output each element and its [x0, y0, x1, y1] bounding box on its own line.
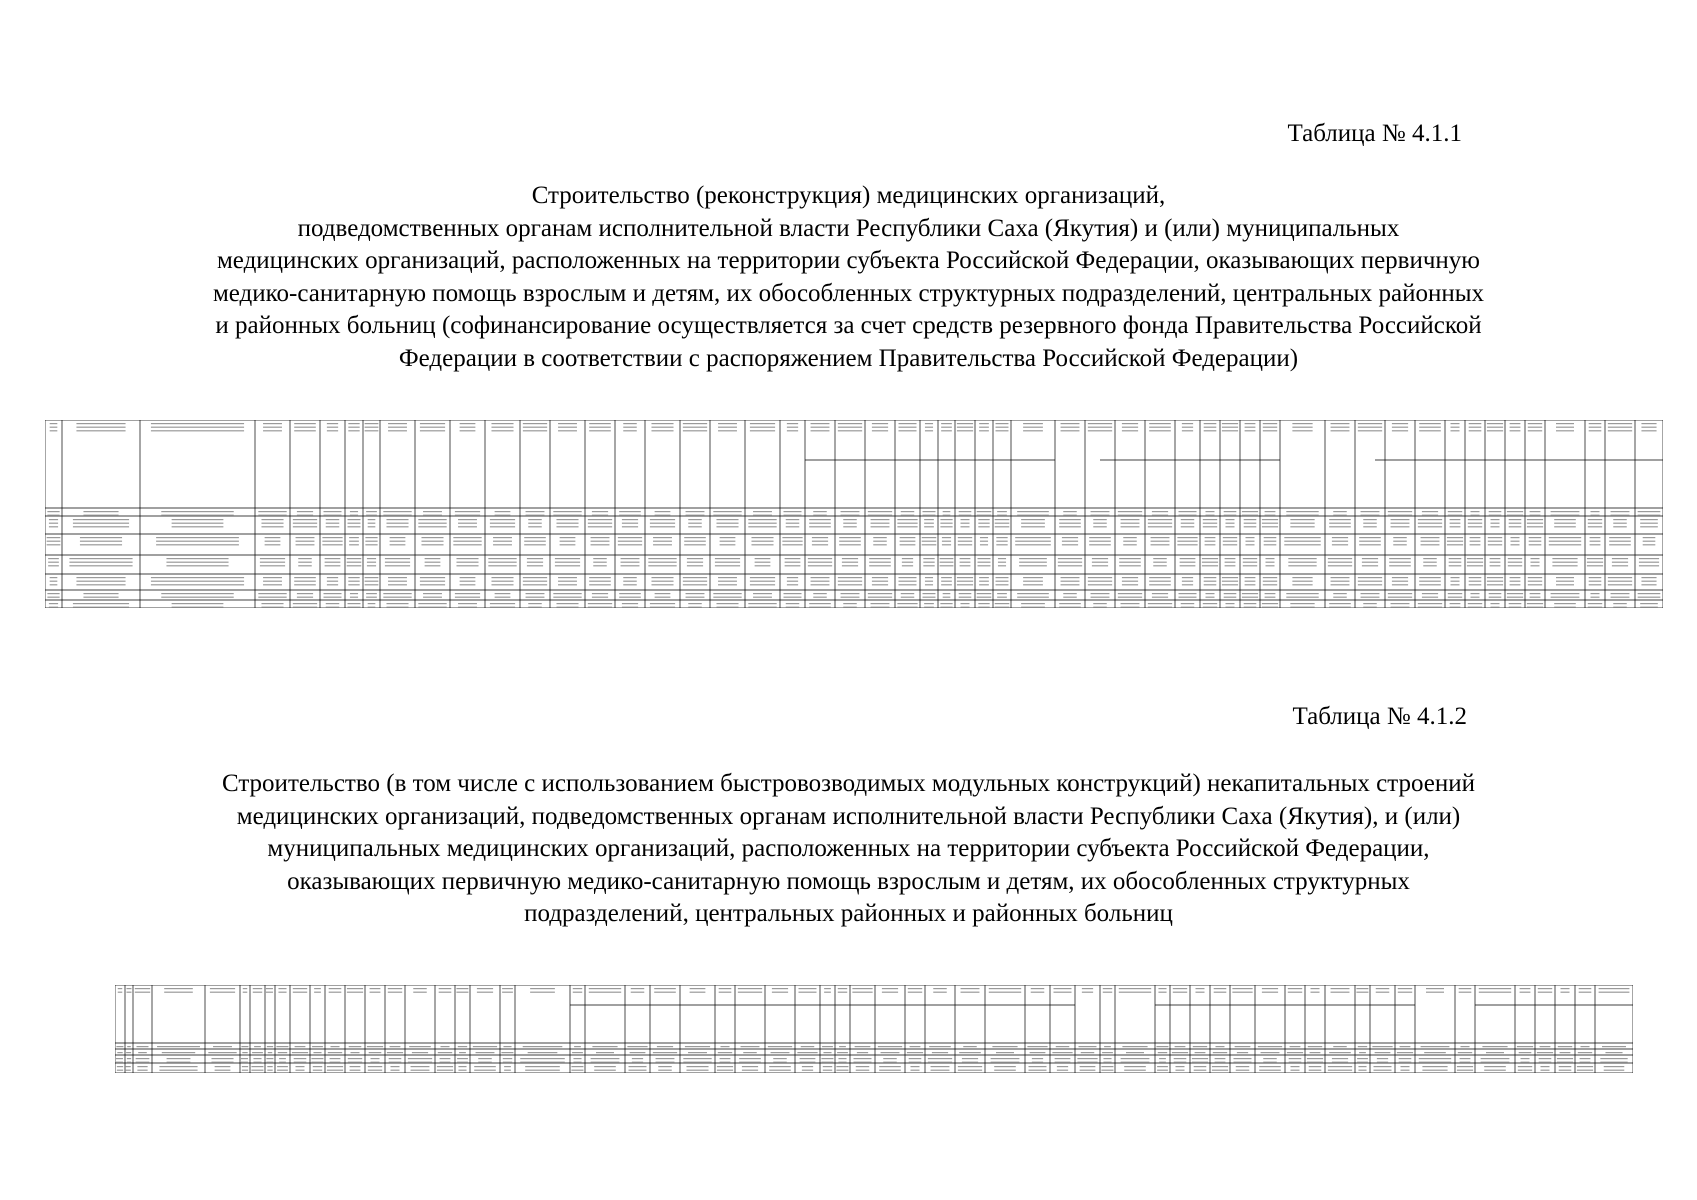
table-4-1-1-text-marks	[47, 423, 1661, 608]
title-line: подведомственных органам исполнительной власти Республики Саха (Якутия) и (или) муниципальных	[297, 214, 1400, 242]
title-line: Федерации в соответствии с распоряжением Правительства Российской Федерации)	[398, 344, 1299, 372]
title-line: подразделений, центральных районных и районных больниц	[524, 900, 1173, 927]
table-4-1-2-lines	[115, 985, 1633, 1073]
title-line: Строительство (в том числе с использованием быстровозводимых модульных конструкций) некапитальных строений	[221, 770, 1475, 797]
table-4-1-1-title	[0, 180, 1697, 375]
footnote-line	[45, 630, 305, 638]
table-4-1-2-title	[0, 768, 1697, 931]
footnote-line	[45, 622, 985, 630]
table-4-1-2-text-marks	[116, 988, 1629, 1071]
title-line: оказывающих первичную медико-санитарную помощь взрослым и детям, их обособленных структурных	[287, 867, 1410, 895]
title-line: и районных больниц (софинансирование осуществляется за счет средств резервного фонда Правительства Российской	[215, 312, 1482, 339]
table-4-1-1-label: Таблица № 4.1.1	[1287, 120, 1462, 147]
title-line: Строительство (реконструкция) медицинских организаций,	[531, 182, 1166, 209]
footnote-line	[45, 638, 375, 646]
table-4-1-1-footnotes	[45, 614, 1315, 646]
table-4-1-1-lines	[45, 420, 1663, 608]
title-line: муниципальных медицинских организаций, расположенных на территории субъекта Российской Федерации,	[267, 835, 1430, 862]
table-4-1-2-grid	[115, 985, 1633, 1073]
title-line: медицинских организаций, подведомственных органам исполнительной власти Республики Саха (Якутия), и (или)	[236, 802, 1461, 830]
table-4-1-2-label: Таблица № 4.1.2	[1292, 703, 1467, 730]
title-line: медико-санитарную помощь взрослым и детям, их обособленных структурных подразделений, центральных районных	[212, 279, 1485, 307]
table-4-1-1-grid	[45, 420, 1663, 608]
footnote-line	[45, 614, 515, 622]
title-line: медицинских организаций, расположенных на территории субъекта Российской Федерации, оказывающих первичную	[216, 247, 1480, 274]
